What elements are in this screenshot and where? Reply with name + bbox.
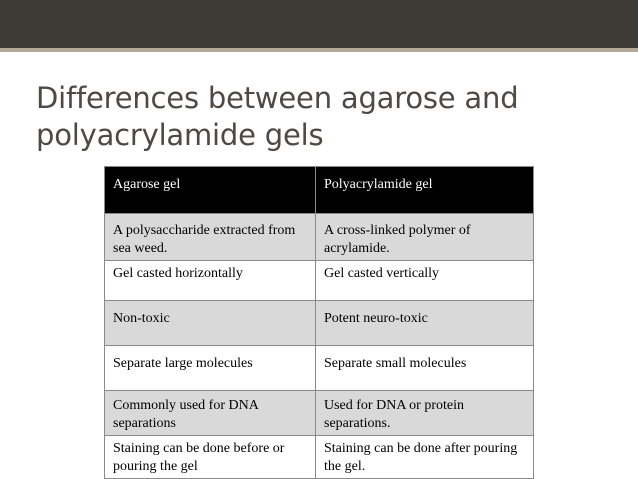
polyacrylamide-cell: Potent neuro-toxic — [316, 301, 534, 346]
agarose-cell: Non-toxic — [105, 301, 316, 346]
table-row — [105, 391, 534, 436]
table-row — [105, 346, 534, 391]
agarose-cell: Staining can be done before or pouring the gel — [105, 436, 316, 479]
banner-accent-line — [0, 48, 638, 52]
table-row — [105, 436, 534, 479]
agarose-cell: Commonly used for DNA separations — [105, 391, 316, 436]
polyacrylamide-cell: Staining can be done after pouring the gel. — [316, 436, 534, 479]
slide-title-line-2: polyacrylamide gels — [36, 118, 324, 152]
agarose-cell: Gel casted horizontally — [105, 261, 316, 301]
polyacrylamide-cell: A cross-linked polymer of acrylamide. — [316, 214, 534, 261]
table-header-row — [105, 167, 534, 214]
polyacrylamide-cell: Used for DNA or protein separations. — [316, 391, 534, 436]
slide-title-line-1: Differences between agarose and — [36, 81, 519, 115]
polyacrylamide-cell: Separate small molecules — [316, 346, 534, 391]
comparison-table — [104, 166, 534, 479]
agarose-cell: Separate large molecules — [105, 346, 316, 391]
table-row — [105, 261, 534, 301]
agarose-cell: A polysaccharide extracted from sea weed. — [105, 214, 316, 261]
table-row — [105, 301, 534, 346]
polyacrylamide-cell: Gel casted vertically — [316, 261, 534, 301]
header-agarose: Agarose gel — [105, 167, 316, 214]
slide-title — [36, 80, 616, 154]
table-row — [105, 214, 534, 261]
top-banner — [0, 0, 638, 48]
header-polyacrylamide: Polyacrylamide gel — [316, 167, 534, 214]
